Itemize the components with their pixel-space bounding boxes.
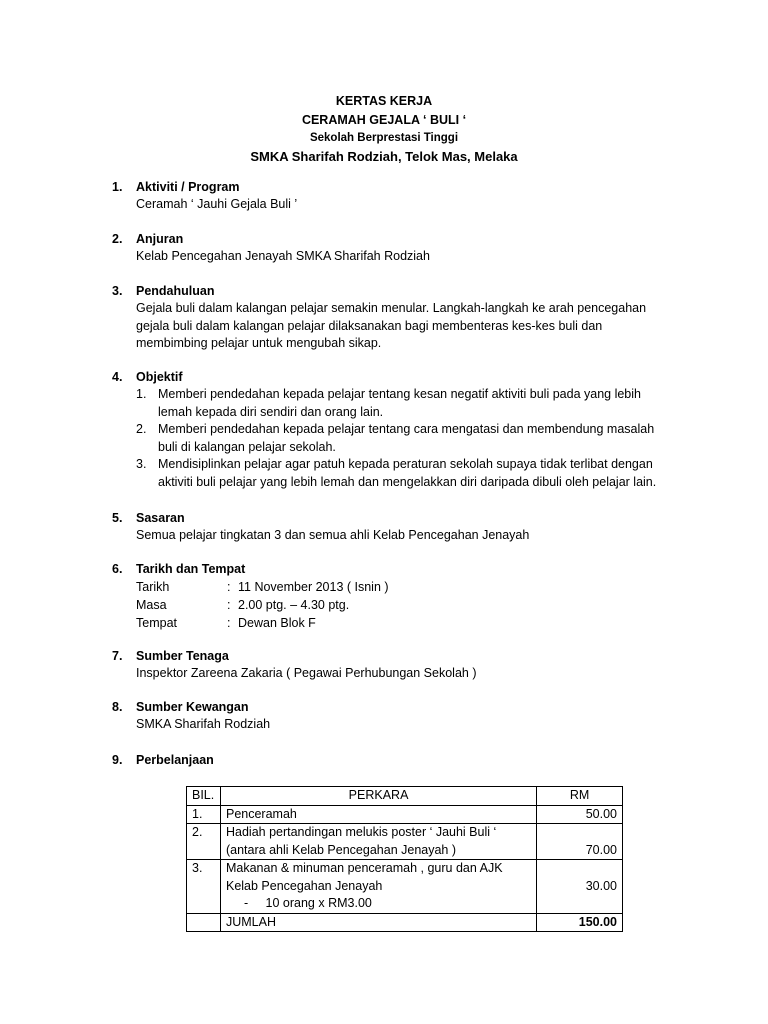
- section-number: 8.: [112, 700, 123, 714]
- section-number: 3.: [112, 284, 123, 298]
- list-item: 2. Memberi pendedahan kepada pelajar tentang cara mengatasi dan membendung masalah buli di kalangan pelajar sekolah.: [136, 422, 655, 454]
- budget-table: [186, 786, 623, 932]
- cell-bil: 2.: [187, 824, 221, 860]
- section-sumber-kewangan: [112, 698, 672, 734]
- section-tarikh-tempat: [112, 560, 672, 632]
- header-school-status: Sekolah Berprestasi Tinggi: [309, 132, 459, 144]
- section-text: Inspektor Zareena Zakaria ( Pegawai Perhubungan Sekolah ): [136, 666, 477, 680]
- section-title: Perbelanjaan: [136, 753, 214, 767]
- paragraph-line: gejala buli dalam kalangan pelajar dilaksanakan bagi membenteras kes-kes buli dan: [136, 318, 603, 333]
- total-label: JUMLAH: [220, 913, 536, 932]
- section-text: Semua pelajar tingkatan 3 dan semua ahli Kelab Pencegahan Jenayah: [136, 528, 530, 542]
- section-text: Kelab Pencegahan Jenayah SMKA Sharifah Rodziah: [136, 249, 430, 263]
- section-title: Sumber Tenaga: [136, 649, 229, 663]
- cell-perkara: Penceramah: [220, 805, 536, 824]
- section-objektif: [112, 368, 672, 491]
- section-perbelanjaan: [112, 751, 672, 769]
- cell-bil: 1.: [187, 805, 221, 824]
- section-anjuran: [112, 230, 672, 266]
- paragraph-line: membimbing pelajar untuk mengubah sikap.: [136, 336, 382, 350]
- column-header-bil: BIL.: [187, 787, 221, 806]
- cell-perkara: Hadiah pertandingan melukis poster ‘ Jauhi Buli ‘ (antara ahli Kelab Pencegahan Jenayah ): [220, 824, 536, 860]
- cell-rm: 50.00: [537, 805, 623, 824]
- section-aktiviti: [112, 178, 672, 214]
- section-title: Pendahuluan: [136, 284, 215, 298]
- table-row: [187, 824, 623, 860]
- detail-row-tempat: Tempat : Dewan Blok F: [136, 616, 316, 630]
- column-header-perkara: PERKARA: [220, 787, 536, 806]
- list-item: 1. Memberi pendedahan kepada pelajar tentang kesan negatif aktiviti buli pada yang lebih lemah kepada diri sendiri dan orang lain.: [136, 387, 641, 419]
- header-subtitle: CERAMAH GEJALA ‘ BULI ‘: [301, 113, 467, 127]
- table-total-row: [187, 913, 623, 932]
- section-number: 6.: [112, 562, 123, 576]
- section-title: Sumber Kewangan: [136, 700, 249, 714]
- detail-row-masa: Masa : 2.00 ptg. – 4.30 ptg.: [136, 598, 350, 612]
- section-pendahuluan: [112, 282, 672, 353]
- section-number: 2.: [112, 232, 123, 246]
- table-row: [187, 860, 623, 914]
- section-text: Ceramah ‘ Jauhi Gejala Buli ’: [136, 197, 298, 211]
- section-sasaran: [112, 509, 672, 545]
- section-number: 4.: [112, 370, 123, 384]
- detail-row-tarikh: Tarikh : 11 November 2013 ( Isnin ): [136, 580, 389, 594]
- table-row: [187, 805, 623, 824]
- section-sumber-tenaga: [112, 647, 672, 683]
- section-title: Aktiviti / Program: [136, 180, 240, 194]
- header-school-name: SMKA Sharifah Rodziah, Telok Mas, Melaka: [250, 149, 518, 164]
- section-title: Anjuran: [136, 232, 184, 246]
- cell-bil: 3.: [187, 860, 221, 914]
- section-number: 7.: [112, 649, 123, 663]
- section-number: 9.: [112, 753, 123, 767]
- column-header-rm: RM: [537, 787, 623, 806]
- cell-rm: 70.00: [537, 824, 623, 860]
- objective-list: [112, 386, 672, 491]
- list-item: 3. Mendisiplinkan pelajar agar patuh kepada peraturan sekolah supaya tidak terlibat dengan aktiviti buli pelajar yang lebih lemah dan mengelakkan diri daripada dibuli oleh pelajar lain.: [136, 457, 657, 489]
- paragraph-line: Gejala buli dalam kalangan pelajar semakin menular. Langkah-langkah ke arah pencegahan: [136, 301, 647, 315]
- section-text: SMKA Sharifah Rodziah: [136, 717, 271, 731]
- section-title: Tarikh dan Tempat: [136, 562, 246, 576]
- details-list: [112, 578, 672, 632]
- total-value: 150.00: [537, 913, 623, 932]
- section-number: 5.: [112, 511, 123, 525]
- section-paragraph: [112, 300, 672, 353]
- cell-rm: 30.00: [537, 860, 623, 914]
- section-title: Objektif: [136, 370, 183, 384]
- section-title: Sasaran: [136, 511, 185, 525]
- cell-perkara: Makanan & minuman penceramah , guru dan AJK Kelab Pencegahan Jenayah - 10 orang x RM3.00: [220, 860, 536, 914]
- table-header-row: [187, 787, 623, 806]
- document-header: [0, 92, 768, 166]
- section-number: 1.: [112, 180, 123, 194]
- header-title: KERTAS KERJA: [335, 94, 433, 108]
